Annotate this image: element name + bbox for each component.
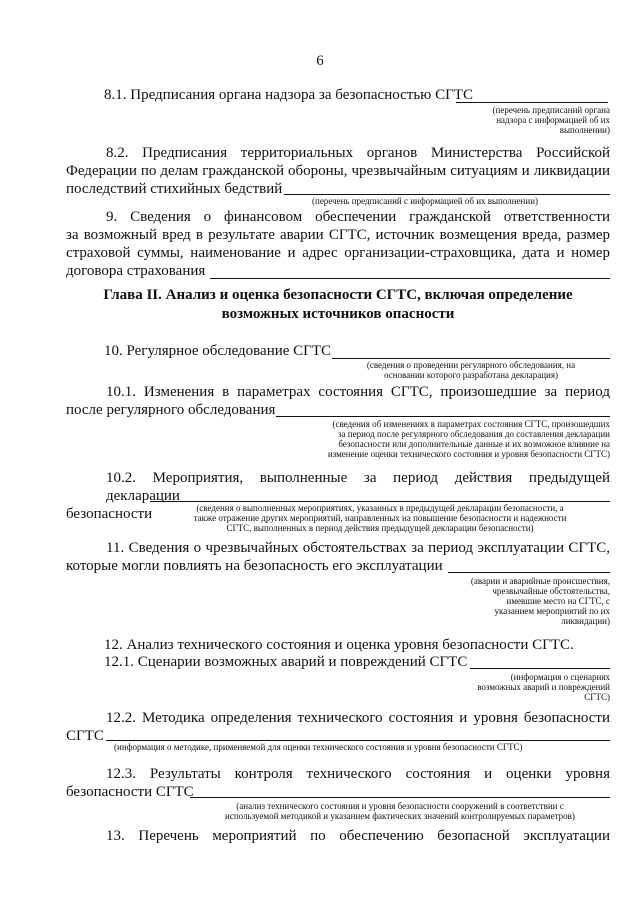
section-10: 10. Регулярное обследование СГТС — [104, 343, 332, 359]
fill-line — [332, 358, 610, 359]
note-12-2: (информация о методике, применяемой для оценки технического состояния и уровня безопасности СГТС) — [114, 742, 523, 752]
section-11: 11. Сведения о чрезвычайных обстоятельствах за период эксплуатации СГТС, которые могли повлиять на безопасность его эксплуатации — [66, 540, 610, 574]
section-12-3: 12.3. Результаты контроля технического состояния и оценки уровня безопасности СГТС — [66, 766, 610, 800]
page-number: 6 — [316, 53, 324, 69]
section-8-1: 8.1. Предписания органа надзора за безопасностью СГТС — [104, 87, 473, 103]
note-10-1: (сведения об изменениях в параметрах состояния СГТС, произошедших за период после регулярного обследования до составления декларации безопасности или дополнительные данные и их возможное влияние на изменение оценки технического состояния и уровня безопасности СГТС) — [327, 419, 610, 459]
section-10-2: 10.2. Мероприятия, выполненные за период действия предыдущей декларации безопасности — [66, 470, 610, 522]
section-9: 9. Сведения о финансовом обеспечении гражданской ответственности за возможный вред в результате аварии СГТС, источник возмещения вреда, размер страховой суммы, наименование и адрес организации-страховщика, дата и номер договора страхования — [66, 209, 610, 279]
note-10: (сведения о проведении регулярного обследования, на основании которого разработана декларация) — [366, 360, 576, 380]
section-8-2: 8.2. Предписания территориальных органов Министерства Российской Федерации по делам гражданской обороны, чрезвычайным ситуациям и ликвидации последствий стихийных бедствий — [66, 145, 610, 197]
note-11: (аварии и аварийные происшествия, чрезвычайные обстоятельства, имевшие место на СГТС, с указанием мероприятий по их ликвидации) — [470, 576, 610, 626]
section-13: 13. Перечень мероприятий по обеспечению безопасной эксплуатации — [106, 828, 610, 844]
fill-line — [210, 278, 610, 279]
section-12: 12. Анализ технического состояния и оценка уровня безопасности СГТС. — [104, 637, 574, 653]
chapter-heading: Глава II. Анализ и оценка безопасности СГТС, включая определение возможных источников опасности — [103, 287, 573, 322]
note-12-1: (информация о сценариях возможных аварий и повреждений СГТС) — [477, 672, 610, 702]
note-8-1: (перечень предписаний органа надзора с информацией об их выполнении) — [492, 105, 610, 135]
note-12-3: (анализ технического состояния и уровня безопасности сооружений в соответствии с используемой методикой и указанием фактических значений контролируемых параметров) — [225, 801, 575, 821]
section-12-2: 12.2. Методика определения технического состояния и уровня безопасности СГТС — [66, 710, 610, 744]
fill-line — [470, 668, 610, 669]
note-10-2: (сведения о выполненных мероприятиях, указанных в предыдущей декларации безопасности, а также отражение других мероприятий, направленных на повышение безопасности и надежности СГТС, выполненных в период действия предыдущей декларации безопасности) — [193, 503, 567, 533]
section-10-1: 10.1. Изменения в параметрах состояния СГТС, произошедшие за период после регулярного обследования — [66, 384, 610, 418]
fill-line — [106, 740, 610, 741]
fill-line — [150, 501, 610, 502]
fill-line — [276, 416, 610, 417]
section-12-1: 12.1. Сценарии возможных аварий и повреждений СГТС — [104, 654, 468, 670]
note-8-2: (перечень предписаний с информацией об их выполнении) — [312, 196, 539, 206]
fill-line — [284, 194, 610, 195]
fill-line — [448, 572, 610, 573]
fill-line — [456, 102, 608, 103]
fill-line — [190, 797, 610, 798]
